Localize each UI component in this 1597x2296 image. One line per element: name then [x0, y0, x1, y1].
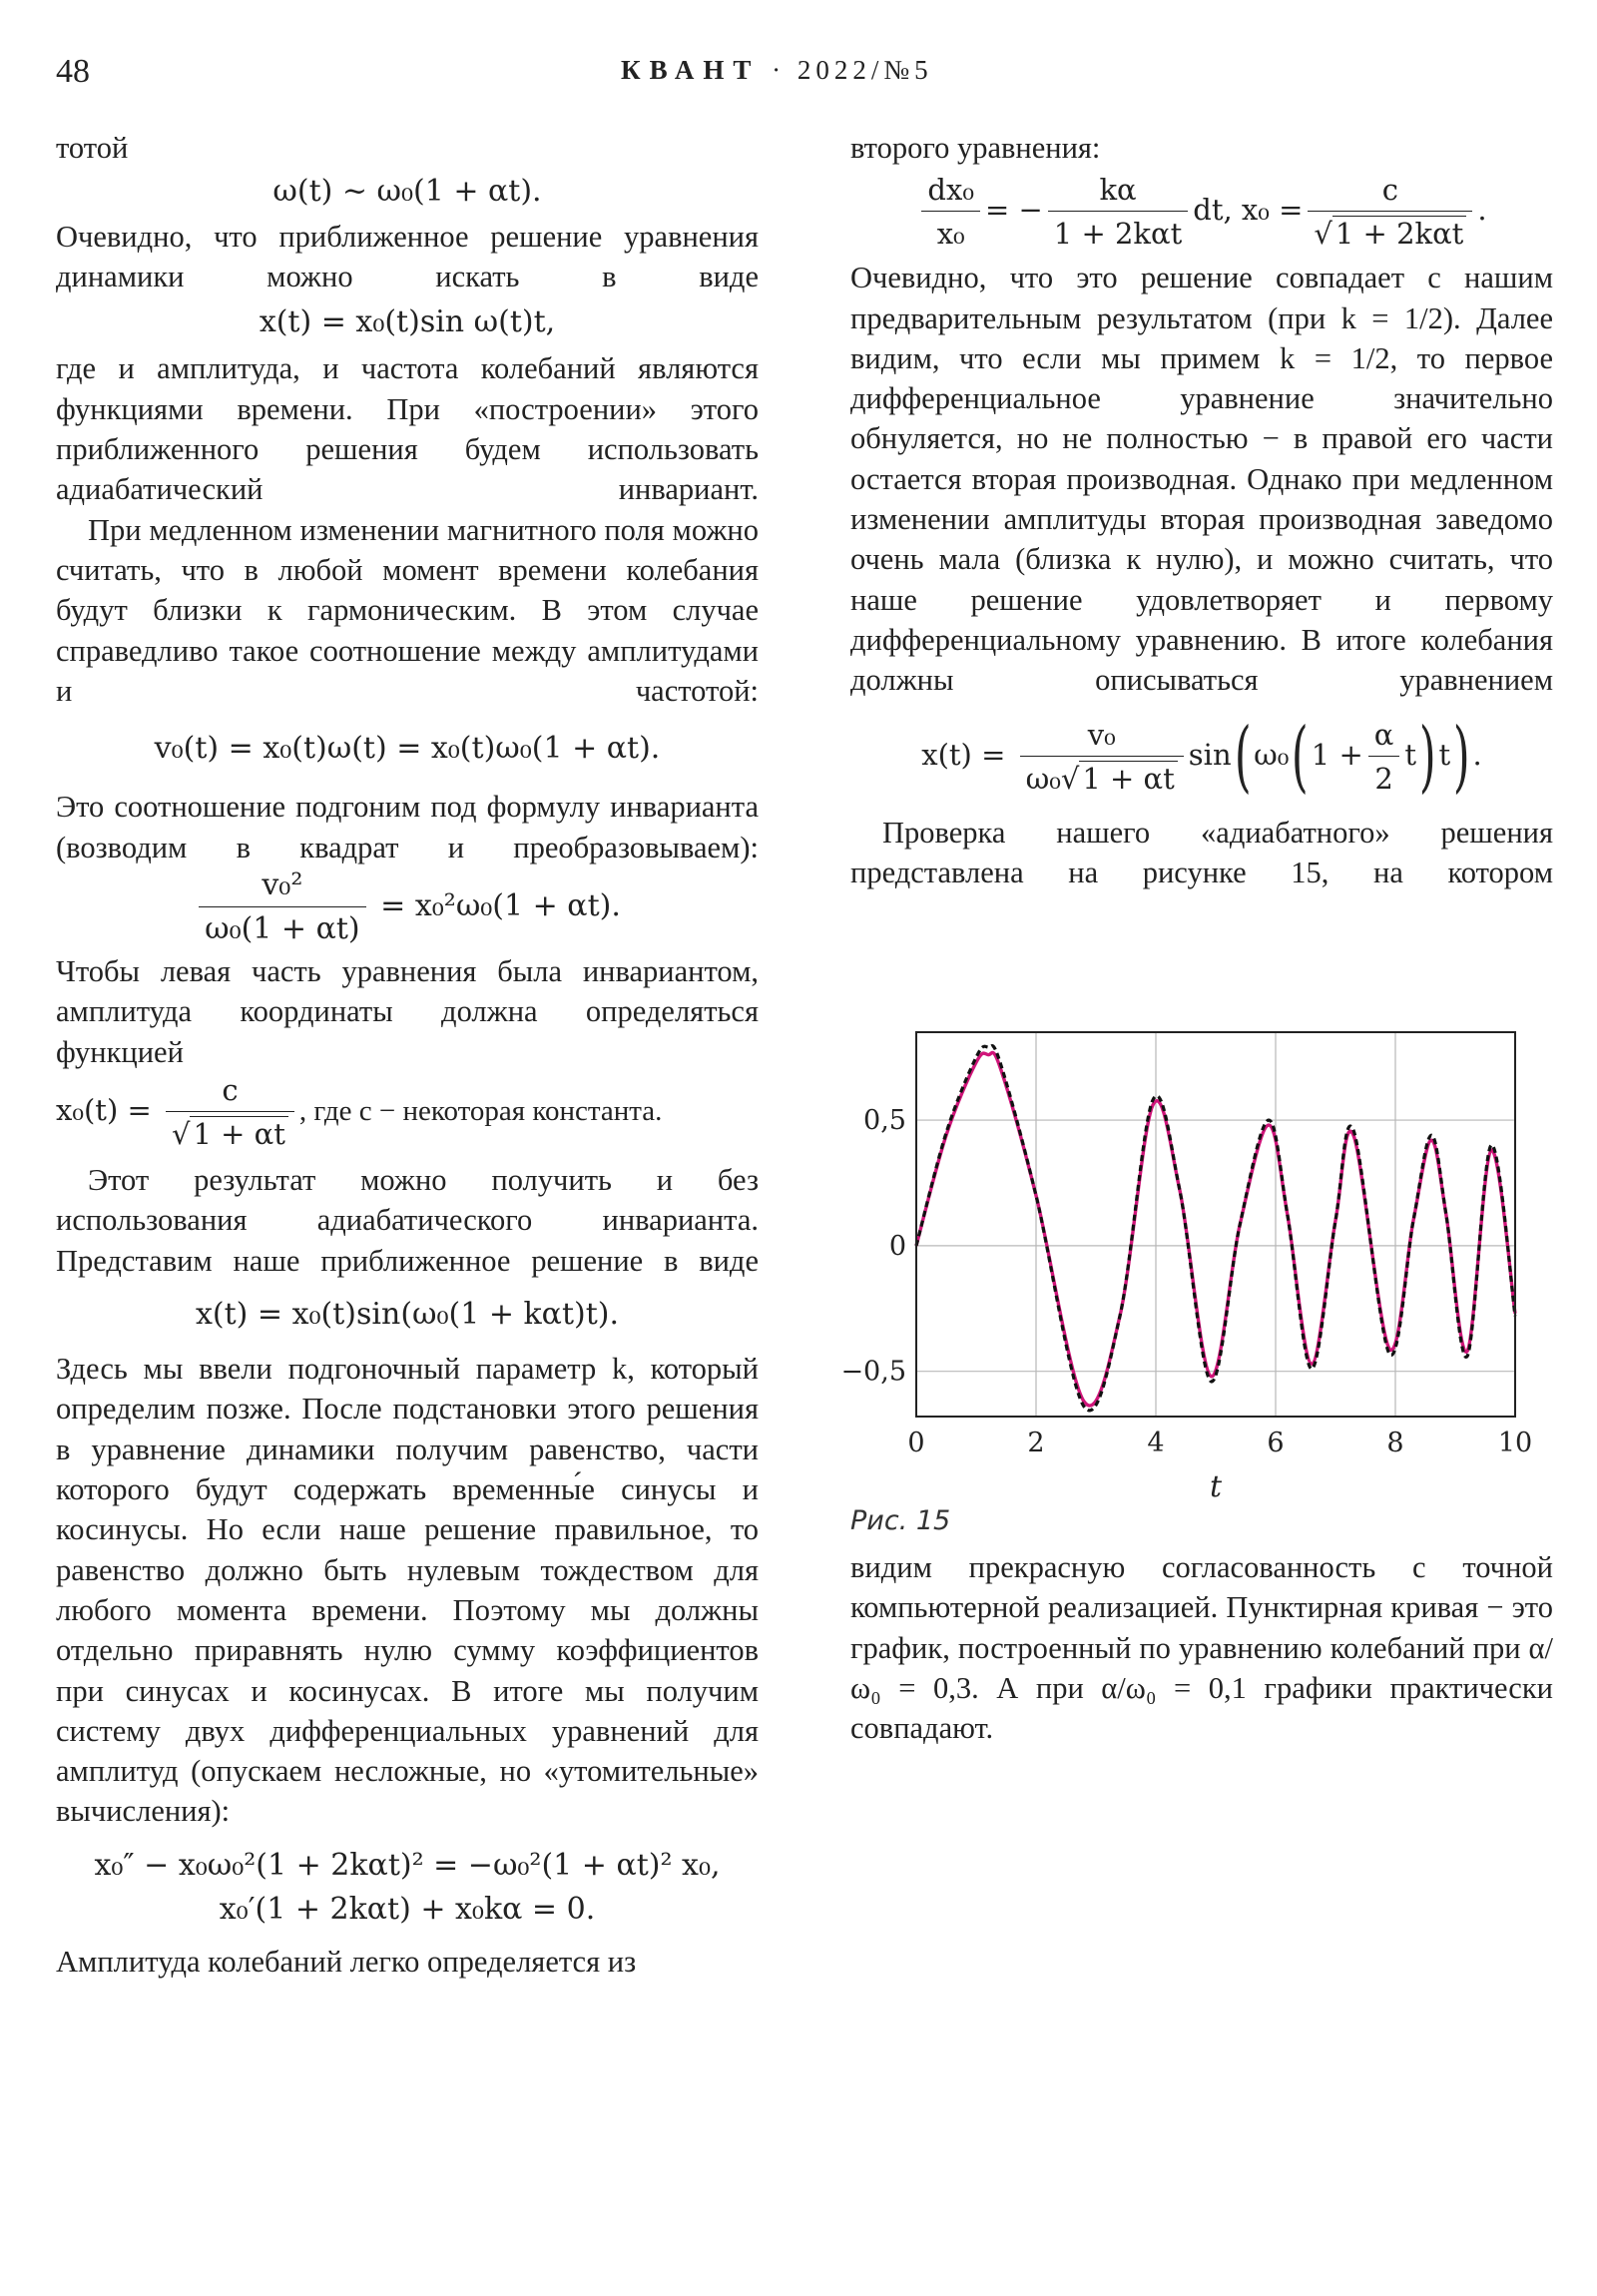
denominator-factor: ω₀√: [1025, 761, 1080, 796]
equation-end: .: [1472, 737, 1482, 772]
sin-function: sin: [1188, 737, 1232, 772]
denominator: [1308, 212, 1472, 252]
x-tick-label: 6: [1267, 1428, 1285, 1458]
y-tick-label: 0: [888, 1230, 906, 1262]
equation-operator: = −: [984, 193, 1043, 228]
numerator: α: [1368, 717, 1400, 757]
paragraph: Проверка нашего «адиабатного» решения представлена на рисунке 15, на котором: [850, 815, 1553, 889]
equation: x(t) = x₀(t)sin ω(t)t,: [259, 304, 556, 340]
paragraph: При медленном изменении магнитного поля можно считать, что в любой момент времени колебания будут близки к гармоническим. В этом случае справедливо такое соотношение между амплитудами и частотой:: [56, 512, 759, 708]
numerator: dx₀: [921, 172, 980, 212]
fraction: [1020, 717, 1184, 797]
figure-15-chart: [840, 1024, 1553, 1513]
y-tick-label: −0,5: [840, 1356, 906, 1388]
paragraph: Этот результат можно получить и без использования адиабатического инварианта. Представим наше приближенное решение в виде: [56, 1162, 759, 1278]
paragraph: Амплитуда колебаний легко определяется из: [56, 1945, 637, 1980]
equation-lhs: x₀(t) =: [56, 1092, 152, 1127]
radicand: 1 + 2kαt: [1332, 216, 1466, 251]
equation-rhs: = x₀²ω₀(1 + αt).: [380, 888, 621, 924]
fraction: [921, 172, 980, 252]
paragraph: где и амплитуда, и частота колебаний являются функциями времени. При «построении» этого приближенного решения будем использовать адиабатический инвариант.: [56, 351, 759, 507]
numerator: v₀²: [199, 867, 366, 907]
numerator: c: [1308, 172, 1472, 212]
series-line-adiabatic: [916, 1046, 1515, 1411]
denominator: [1020, 757, 1184, 797]
equation: x₀′(1 + 2kαt) + x₀kα = 0.: [219, 1891, 596, 1927]
radicand: 1 + αt: [190, 1116, 287, 1151]
paragraph: видим прекрасную согласованность с точной компьютерной реализацией. Пунктирная кривая − это график, построенный по уравнению колебаний при α/ω₀ = 0,3. А при α/ω₀ = 0,1 графики практически совпадают.: [850, 1550, 1553, 1746]
paragraph: тотой: [56, 131, 129, 165]
right-column: [850, 128, 1553, 892]
fraction: [166, 1072, 294, 1152]
fraction: [199, 867, 366, 947]
numerator: v₀: [1020, 717, 1184, 757]
paragraph: Чтобы левая часть уравнения была инвариантом, амплитуда координаты должна определяться функцией: [56, 954, 759, 1069]
x-axis-label: t: [1209, 1469, 1223, 1504]
series-line-exact: [916, 1052, 1515, 1406]
denominator: 1 + 2kαt: [1053, 217, 1183, 252]
chart-ticks: [840, 1105, 1532, 1458]
numerator: c: [166, 1072, 294, 1112]
x-tick-label: 4: [1147, 1428, 1165, 1458]
paragraph: второго уравнения:: [850, 131, 1101, 165]
equation: x₀″ − x₀ω₀²(1 + 2kαt)² = −ω₀²(1 + αt)² x₀,: [94, 1847, 721, 1883]
x-tick-label: 2: [1027, 1428, 1045, 1458]
denominator: x₀: [936, 217, 965, 252]
page-number: 48: [56, 53, 90, 90]
equation-term: t: [1438, 737, 1451, 772]
radicand: 1 + αt: [1079, 761, 1177, 796]
fraction: [1308, 172, 1472, 252]
equation-term: 1 +: [1311, 737, 1363, 772]
right-column-bottom: [850, 1547, 1553, 1748]
denominator: 2: [1374, 761, 1393, 796]
equation-term: t: [1404, 737, 1417, 772]
equation-operator: dt, x₀ =: [1193, 193, 1304, 228]
chart-curves: [916, 1046, 1515, 1411]
figure-caption: Рис. 15: [850, 1505, 951, 1536]
equation: [56, 1072, 759, 1152]
journal-issue: 2022/№5: [797, 55, 933, 85]
equation: [56, 867, 759, 947]
paragraph: Здесь мы ввели подгоночный параметр k, который определим позже. После подстановки этого решения в уравнение динамики получим равенство, части которого будут содержать временны́е синусы и косинусы. Но если наше решение правильное, то равенство должно быть нулевым тождеством для любого момента времени. Поэтому мы должны отдельно приравнять нулю сумму коэффициентов при синусах и косинусах. В итоге мы получим систему двух дифференциальных уравнений для амплитуд (опускаем несложные, но «утомительные» вычисления):: [56, 1352, 759, 1829]
left-column: [56, 128, 759, 1983]
x-tick-label: 0: [907, 1428, 925, 1458]
running-header: [621, 50, 933, 90]
fraction: [1368, 717, 1400, 797]
equation-end: .: [1477, 193, 1487, 228]
header-separator: ·: [772, 55, 787, 85]
equation-lhs: x(t) =: [921, 737, 1006, 772]
equation: v₀(t) = x₀(t)ω(t) = x₀(t)ω₀(1 + αt).: [154, 731, 661, 767]
numerator: kα: [1048, 172, 1188, 212]
denominator: ω₀(1 + αt): [205, 911, 360, 947]
equation: x(t) = x₀(t)sin(ω₀(1 + kαt)t).: [196, 1296, 619, 1332]
paragraph: Очевидно, что это решение совпадает с нашим предварительным результатом (при k = 1/2). Далее видим, что если мы примем k = 1/2, то первое дифференциальное уравнение значительно обнуляется, но не полностью − в правой его части остается вторая производная. Однако при медленном изменении амплитуды вторая производная заведомо очень мала (близка к нулю), и можно считать, что наше решение удовлетворяет и первому дифференциальному уравнению. В итоге колебания должны описываться уравнением: [850, 261, 1553, 698]
equation: [850, 172, 1553, 252]
denominator: [166, 1112, 294, 1152]
equation: x(t) = $\frac{\text{v₀}}{\text{ω₀√ 1 + αt}}$ sin(ω₀(1 + $\frac{\alpha}{2}$ t)t).: [921, 711, 1482, 802]
equation-tail: , где c − некоторая константа.: [298, 1094, 663, 1127]
x-tick-label: 8: [1386, 1428, 1404, 1458]
sqrt-sign: √: [172, 1116, 191, 1151]
journal-title: КВАНТ: [621, 55, 761, 85]
x-tick-label: 10: [1497, 1428, 1533, 1458]
equation: ω(t) ~ ω₀(1 + αt).: [272, 174, 542, 210]
equation-term: ω₀: [1254, 737, 1290, 772]
y-tick-label: 0,5: [863, 1105, 906, 1137]
fraction: [1048, 172, 1188, 252]
paragraph: Очевидно, что приближенное решение уравнения динамики можно искать в виде: [56, 219, 759, 293]
paragraph: Это соотношение подгоним под формулу инварианта (возводим в квадрат и преобразовываем):: [56, 790, 759, 864]
sqrt-sign: √: [1314, 217, 1332, 252]
